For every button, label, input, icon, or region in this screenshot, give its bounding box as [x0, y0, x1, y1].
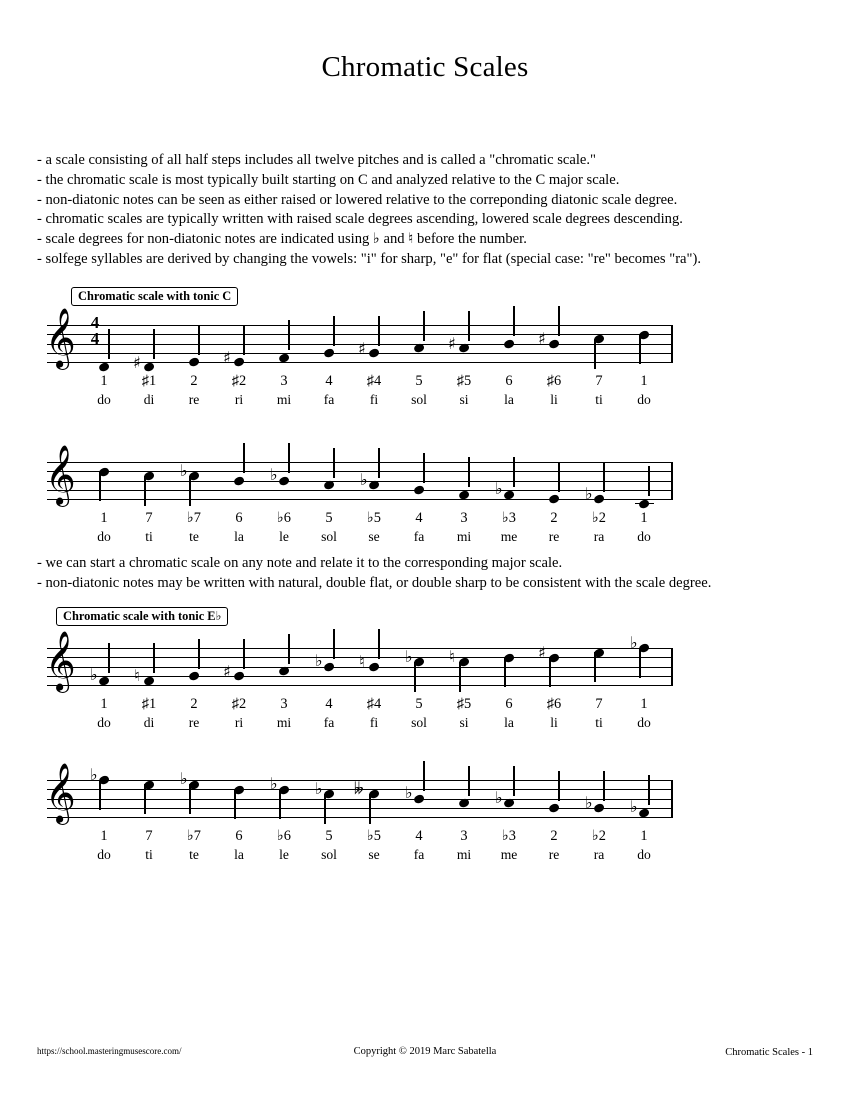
note-stem — [198, 325, 200, 355]
note-stem — [333, 629, 335, 659]
accidental-flat-icon: ♭ — [90, 665, 98, 685]
time-signature — [87, 315, 103, 346]
solfege-label: do — [637, 847, 651, 862]
scale-degree-label: 1 — [640, 696, 648, 712]
note-stem — [468, 766, 470, 796]
accidental-sharp-icon: ♯ — [223, 661, 231, 681]
scale-degree-label: 5 — [325, 510, 333, 526]
note-stem — [279, 789, 281, 819]
note-stem — [144, 476, 146, 506]
scale-degree-label: 5 — [325, 828, 333, 844]
scale-degree-label: 4 — [325, 373, 333, 389]
scale-degree-label: 7 — [595, 373, 603, 389]
caption-tonic-eb: Chromatic scale with tonic E♭ — [56, 607, 228, 626]
solfege-label: ti — [595, 392, 603, 407]
scale-degree-label: ♯1 — [141, 696, 157, 712]
staff-line — [47, 462, 673, 463]
solfege-label: do — [97, 847, 111, 862]
solfege-label: se — [368, 847, 380, 862]
note-stem — [108, 643, 110, 673]
solfege-label: di — [143, 392, 155, 407]
scale-degree-label: ♭6 — [277, 828, 291, 844]
note-stem — [108, 329, 110, 359]
scale-degree-label: 7 — [595, 696, 603, 712]
scale-degree-label: ♯6 — [546, 696, 562, 712]
note-stem — [378, 316, 380, 346]
note-stem — [144, 784, 146, 814]
note-stem — [423, 761, 425, 791]
note-stem — [558, 306, 560, 336]
note-stem — [189, 476, 191, 506]
accidental-flat-icon: ♭ — [495, 479, 503, 499]
scale-degree-label: ♭7 — [187, 510, 201, 526]
scale-degree-label: ♯2 — [231, 696, 247, 712]
solfege-label: la — [234, 529, 244, 544]
solfege-label: ti — [595, 715, 603, 730]
scale-degree-label: 3 — [460, 828, 468, 844]
bullet-line: - we can start a chromatic scale on any note and relate it to the corresponding major scale. — [37, 555, 563, 571]
accidental-flat-icon: ♭ — [630, 632, 638, 652]
note-stem — [378, 448, 380, 478]
scale-degree-label: 2 — [190, 696, 198, 712]
note-stem — [198, 639, 200, 669]
footer-copyright: Copyright © 2019 Marc Sabatella — [353, 1046, 497, 1057]
treble-clef-icon: 𝄞 — [45, 763, 76, 823]
scale-degree-label: 7 — [145, 828, 153, 844]
scale-degree-label: ♭3 — [502, 510, 516, 526]
staff-line — [47, 676, 673, 677]
note-stem — [594, 339, 596, 369]
scale-degree-label: ♯5 — [456, 696, 472, 712]
barline-end — [671, 780, 673, 818]
time-signature-upper: 4 — [90, 313, 100, 332]
footer-page-label: Chromatic Scales - 1 — [725, 1047, 813, 1058]
solfege-label: ri — [234, 392, 244, 407]
solfege-label: do — [97, 715, 111, 730]
scale-degree-label: 1 — [100, 828, 108, 844]
note-stem — [513, 306, 515, 336]
bullet-line: - the chromatic scale is most typically built starting on C and analyzed relative to the C major scale. — [37, 171, 620, 188]
barline-end — [671, 462, 673, 500]
solfege-label: mi — [276, 715, 292, 730]
accidental-flat-icon: ♭ — [585, 483, 593, 503]
note-stem — [603, 771, 605, 801]
solfege-label: sol — [411, 715, 427, 730]
scale-degree-label: 3 — [280, 373, 288, 389]
footer-url[interactable]: https://school.masteringmusescore.com/ — [37, 1046, 182, 1056]
note-stem — [333, 448, 335, 478]
solfege-label: te — [189, 847, 199, 862]
staff-line — [47, 780, 673, 781]
treble-clef-icon: 𝄞 — [45, 631, 76, 691]
accidental-flat-icon: ♭ — [90, 764, 98, 784]
accidental-flat-icon: ♭ — [315, 651, 323, 671]
solfege-label: fa — [413, 847, 425, 862]
accidental-flat-icon: ♭ — [180, 460, 188, 480]
solfege-label: ti — [145, 529, 153, 544]
solfege-label: di — [143, 715, 155, 730]
page-footer — [0, 1046, 850, 1066]
scale-degree-label: 5 — [415, 696, 423, 712]
solfege-label: sol — [321, 529, 337, 544]
scale-degree-label: ♭5 — [367, 510, 381, 526]
scale-degree-label: ♭5 — [367, 828, 381, 844]
solfege-label: do — [97, 529, 111, 544]
scale-degree-label: 6 — [505, 373, 513, 389]
solfege-label: do — [637, 715, 651, 730]
note-stem — [594, 652, 596, 682]
scale-degree-label: 3 — [280, 696, 288, 712]
scale-degree-label: 4 — [415, 828, 423, 844]
solfege-label: re — [548, 529, 560, 544]
staff-line — [47, 648, 673, 649]
note-stem — [423, 453, 425, 483]
staff-line — [47, 789, 673, 790]
solfege-label: me — [500, 847, 518, 862]
solfege-label: le — [279, 529, 289, 544]
note-stem — [99, 471, 101, 501]
bullet-line: - a scale consisting of all half steps includes all twelve pitches and is called a "chromatic scale." — [37, 152, 596, 168]
accidental-flat-icon: ♭ — [270, 465, 278, 485]
treble-clef-icon: 𝄞 — [45, 445, 76, 505]
scale-degree-label: 4 — [325, 696, 333, 712]
accidental-nat-icon: ♮ — [449, 647, 455, 667]
staff-line — [47, 499, 673, 500]
solfege-label: mi — [456, 847, 472, 862]
note-stem — [288, 634, 290, 664]
staff-line — [47, 362, 673, 363]
note-stem — [378, 629, 380, 659]
solfege-label: fa — [413, 529, 425, 544]
solfege-label: re — [188, 392, 200, 407]
solfege-label: fa — [323, 392, 335, 407]
solfege-label: se — [368, 529, 380, 544]
note-stem — [288, 443, 290, 473]
intro-bullet-list — [37, 151, 817, 270]
note-stem — [369, 794, 371, 824]
solfege-label: re — [548, 847, 560, 862]
solfege-label: si — [459, 715, 469, 730]
note-stem — [603, 462, 605, 492]
solfege-label: do — [97, 392, 111, 407]
bullet-line: - non-diatonic notes may be written with natural, double flat, or double sharp to be consistent with the scale degree. — [37, 574, 712, 591]
note-stem — [513, 457, 515, 487]
accidental-flat-icon: ♭ — [315, 778, 323, 798]
note-stem — [639, 648, 641, 678]
scale-degree-label: ♯6 — [546, 373, 562, 389]
accidental-nat-icon: ♮ — [359, 651, 365, 671]
solfege-label: re — [188, 715, 200, 730]
solfege-label: me — [500, 529, 518, 544]
scale-degree-label: 2 — [550, 828, 558, 844]
scale-degree-label: 6 — [235, 510, 243, 526]
staff-line — [47, 817, 673, 818]
solfege-label: la — [234, 847, 244, 862]
accidental-nat-icon: ♮ — [134, 665, 140, 685]
note-stem — [99, 780, 101, 810]
solfege-label: li — [550, 715, 558, 730]
note-stem — [468, 457, 470, 487]
scale-degree-label: ♭7 — [187, 828, 201, 844]
note-stem — [513, 766, 515, 796]
note-stem — [234, 789, 236, 819]
staff-line — [47, 325, 673, 326]
scale-degree-label: 2 — [550, 510, 558, 526]
note-stem — [558, 771, 560, 801]
barline-end — [671, 648, 673, 686]
solfege-label: si — [459, 392, 469, 407]
solfege-label: do — [637, 529, 651, 544]
solfege-label: fi — [369, 392, 379, 407]
note-stem — [459, 662, 461, 692]
bullet-line: - scale degrees for non-diatonic notes are indicated using ♭ and ♮ before the number. — [37, 231, 527, 248]
accidental-flat-icon: ♭ — [405, 646, 413, 666]
solfege-label: do — [637, 392, 651, 407]
accidental-flat-icon: ♭ — [585, 792, 593, 812]
staff-line — [47, 808, 673, 809]
scale-degree-label: ♭3 — [502, 828, 516, 844]
scale-degree-label: 1 — [100, 696, 108, 712]
accidental-flat-icon: ♭ — [180, 769, 188, 789]
scale-degree-label: ♯2 — [231, 373, 247, 389]
note-stem — [243, 639, 245, 669]
solfege-label: li — [550, 392, 558, 407]
note-stem — [468, 311, 470, 341]
solfege-label: te — [189, 529, 199, 544]
note-stem — [189, 784, 191, 814]
accidental-sharp-icon: ♯ — [538, 329, 546, 349]
accidental-sharp-icon: ♯ — [538, 643, 546, 662]
solfege-label: ra — [593, 529, 605, 544]
accidental-sharp-icon: ♯ — [448, 333, 456, 353]
barline-end — [671, 325, 673, 363]
accidental-sharp-icon: ♯ — [358, 338, 366, 358]
scale-degree-label: ♯5 — [456, 373, 472, 389]
secondary-bullet-list — [37, 554, 817, 594]
solfege-label: ti — [145, 847, 153, 862]
solfege-label: fi — [369, 715, 379, 730]
solfege-label: fa — [323, 715, 335, 730]
note-stem — [324, 794, 326, 824]
time-signature-lower: 4 — [90, 328, 100, 348]
caption-tonic-c: Chromatic scale with tonic C — [71, 287, 238, 306]
solfege-label: sol — [321, 847, 337, 862]
note-stem — [414, 662, 416, 692]
scale-degree-label: ♭2 — [592, 510, 606, 526]
solfege-label: la — [504, 715, 514, 730]
solfege-label: mi — [456, 529, 472, 544]
scale-degree-label: 4 — [415, 510, 423, 526]
scale-degree-label: ♯4 — [366, 373, 382, 389]
note-stem — [558, 462, 560, 492]
note-stem — [639, 334, 641, 364]
solfege-label: le — [279, 847, 289, 862]
scale-degree-label: 2 — [190, 373, 198, 389]
accidental-flat-icon: ♭ — [630, 797, 638, 817]
note-stem — [333, 316, 335, 346]
staff-line — [47, 799, 673, 800]
scale-degree-label: 6 — [235, 828, 243, 844]
scale-degree-label: 5 — [415, 373, 423, 389]
accidental-flat-icon: ♭ — [495, 787, 503, 807]
scale-degree-label: 1 — [640, 373, 648, 389]
solfege-label: ra — [593, 847, 605, 862]
solfege-label: sol — [411, 392, 427, 407]
accidental-dflat-icon: 𝄫 — [354, 778, 360, 798]
scale-degree-label: 1 — [640, 828, 648, 844]
staff-line — [47, 490, 673, 491]
treble-clef-icon: 𝄞 — [45, 308, 76, 368]
staff-line — [47, 334, 673, 335]
solfege-label: la — [504, 392, 514, 407]
staff-lines — [47, 780, 673, 818]
note-stem — [648, 466, 650, 496]
bullet-line: - non-diatonic notes can be seen as either raised or lowered relative to the correponding diatonic scale degree. — [37, 191, 678, 208]
solfege-label: ri — [234, 715, 244, 730]
note-stem — [243, 443, 245, 473]
note-stem — [648, 775, 650, 805]
accidental-flat-icon: ♭ — [270, 774, 278, 793]
scale-degree-label: ♭6 — [277, 510, 291, 526]
note-stem — [288, 320, 290, 350]
staff-line — [47, 685, 673, 686]
note-stem — [423, 311, 425, 341]
accidental-sharp-icon: ♯ — [223, 347, 231, 367]
scale-degree-label: 1 — [640, 510, 648, 526]
scale-degree-label: 7 — [145, 510, 153, 526]
note-stem — [153, 643, 155, 673]
page-title: Chromatic Scales — [321, 51, 529, 84]
scale-degree-label: 1 — [100, 510, 108, 526]
bullet-line: - chromatic scales are typically written with raised scale degrees ascending, lowered scale degrees descending. — [37, 211, 683, 228]
accidental-flat-icon: ♭ — [405, 783, 413, 803]
note-stem — [504, 657, 506, 687]
scale-degree-label: 6 — [505, 696, 513, 712]
note-stem — [243, 325, 245, 355]
scale-degree-label: ♯1 — [141, 373, 157, 389]
note-stem — [153, 329, 155, 359]
bullet-line: - solfege syllables are derived by changing the vowels: "i" for sharp, "e" for flat (special case: "re" becomes "ra"). — [37, 250, 701, 267]
solfege-label: mi — [276, 392, 292, 407]
accidental-flat-icon: ♭ — [360, 469, 368, 489]
accidental-sharp-icon: ♯ — [133, 352, 141, 372]
scale-degree-label: ♯4 — [366, 696, 382, 712]
note-stem — [549, 657, 551, 687]
scale-degree-label: ♭2 — [592, 828, 606, 844]
scale-degree-label: 3 — [460, 510, 468, 526]
scale-degree-label: 1 — [100, 373, 108, 389]
